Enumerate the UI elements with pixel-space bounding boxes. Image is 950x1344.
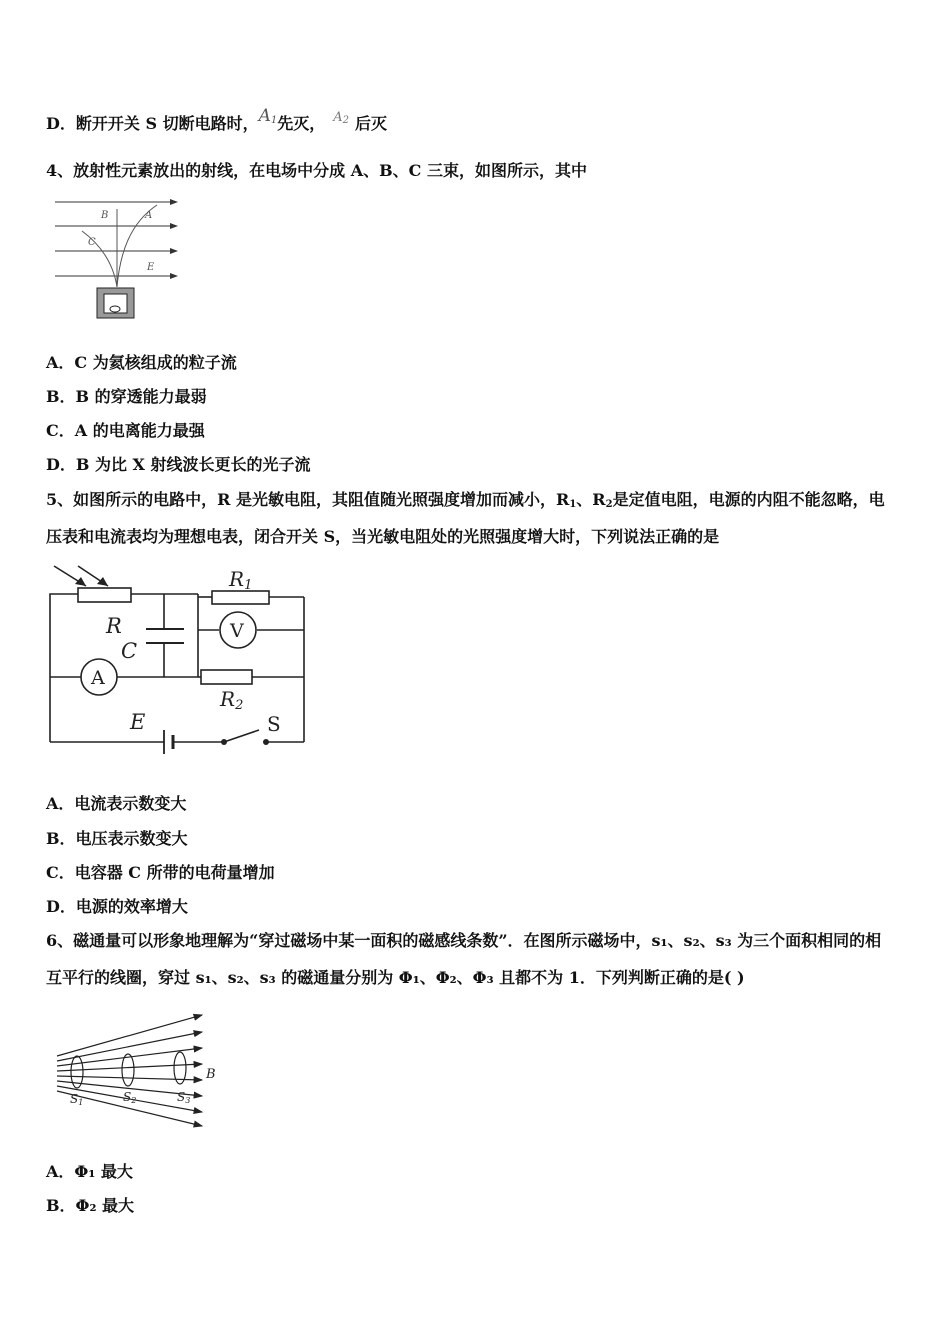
q3-mid-text: 先灭，	[277, 114, 326, 133]
ammeter-label: A	[91, 667, 105, 689]
q4-option-c: C．A 的电离能力最强	[46, 421, 205, 440]
resistor-r1	[212, 591, 269, 604]
q5-stem-line1: 5、如图所示的电路中，R 是光敏电阻，其阻值随光照强度增加而减小，$R_1$、$R_2$是定值电阻，电源的内阻不能忽略，电	[46, 490, 885, 510]
switch-contact	[263, 739, 269, 745]
resistor-r2	[201, 670, 252, 684]
q4-option-b: B．B 的穿透能力最弱	[46, 387, 207, 406]
coil-s2	[122, 1054, 134, 1086]
voltmeter-label: V	[230, 620, 244, 642]
q5-option-b: B．电压表示数变大	[46, 829, 188, 848]
q3-end-text: 后灭	[355, 114, 388, 133]
q5-option-c: C．电容器 C 所带的电荷量增加	[46, 863, 275, 882]
light-arrowhead	[75, 577, 86, 586]
switch-blade	[224, 730, 259, 742]
light-arrowhead	[97, 577, 108, 586]
q5-option-d: D．电源的效率增大	[46, 897, 188, 916]
label-r1: R1	[229, 567, 253, 593]
q3-option-d-label: D．断开开关 S 切断电路时，	[46, 114, 259, 133]
field-line	[57, 1076, 202, 1080]
label-e: E	[147, 262, 155, 273]
q5-option-a: A．电流表示数变大	[46, 794, 187, 813]
field-line	[57, 1015, 202, 1056]
source-inner	[104, 294, 127, 313]
label-r2: R2	[220, 687, 244, 713]
q6-stem-line1: 6、磁通量可以形象地理解为“穿过磁场中某一面积的磁感线条数”．在图所示磁场中，s₁、s₂、s₃ 为三个面积相同的相	[46, 931, 882, 950]
label-b: B	[101, 210, 109, 221]
label-s3: S3	[177, 1090, 191, 1105]
label-c: C	[121, 639, 138, 663]
label-s1: S1	[70, 1092, 84, 1107]
a1-symbol: $A_1$	[258, 106, 278, 126]
q6-stem-line2: 互平行的线圈，穿过 s₁、s₂、s₃ 的磁通量分别为 Φ₁、Φ₂、Φ₃ 且都不为 1．下列判断正确的是( )	[46, 968, 745, 987]
q6-option-b: B．Φ₂ 最大	[46, 1196, 135, 1215]
label-a: A	[145, 210, 153, 221]
q4-stem: 4、放射性元素放出的射线，在电场中分成 A、B、C 三束，如图所示，其中	[46, 161, 587, 180]
label-s: S	[267, 712, 281, 736]
q4-option-d: D．B 为比 X 射线波长更长的光子流	[46, 455, 311, 474]
q6-option-a: A．Φ₁ 最大	[46, 1162, 133, 1181]
field-line	[57, 1064, 202, 1071]
q3-option-d	[46, 106, 388, 139]
label-c: C	[88, 237, 96, 248]
q5-stem-line2: 压表和电流表均为理想电表，闭合开关 S，当光敏电阻处的光照强度增大时，下列说法正确的是	[46, 527, 720, 546]
q6-magnetic-field-figure	[52, 1010, 227, 1135]
q4-radiation-figure	[50, 193, 185, 323]
q4-option-a: A．C 为氦核组成的粒子流	[46, 353, 237, 372]
switch-contact	[221, 739, 227, 745]
q5-circuit-figure	[44, 562, 312, 757]
label-e: E	[130, 710, 146, 734]
label-s2: S2	[123, 1090, 137, 1105]
label-r: R	[106, 614, 122, 638]
resistor-r	[78, 588, 131, 602]
a2-symbol: A2	[333, 110, 350, 126]
label-b: B	[206, 1067, 216, 1082]
wire-left	[50, 594, 78, 742]
